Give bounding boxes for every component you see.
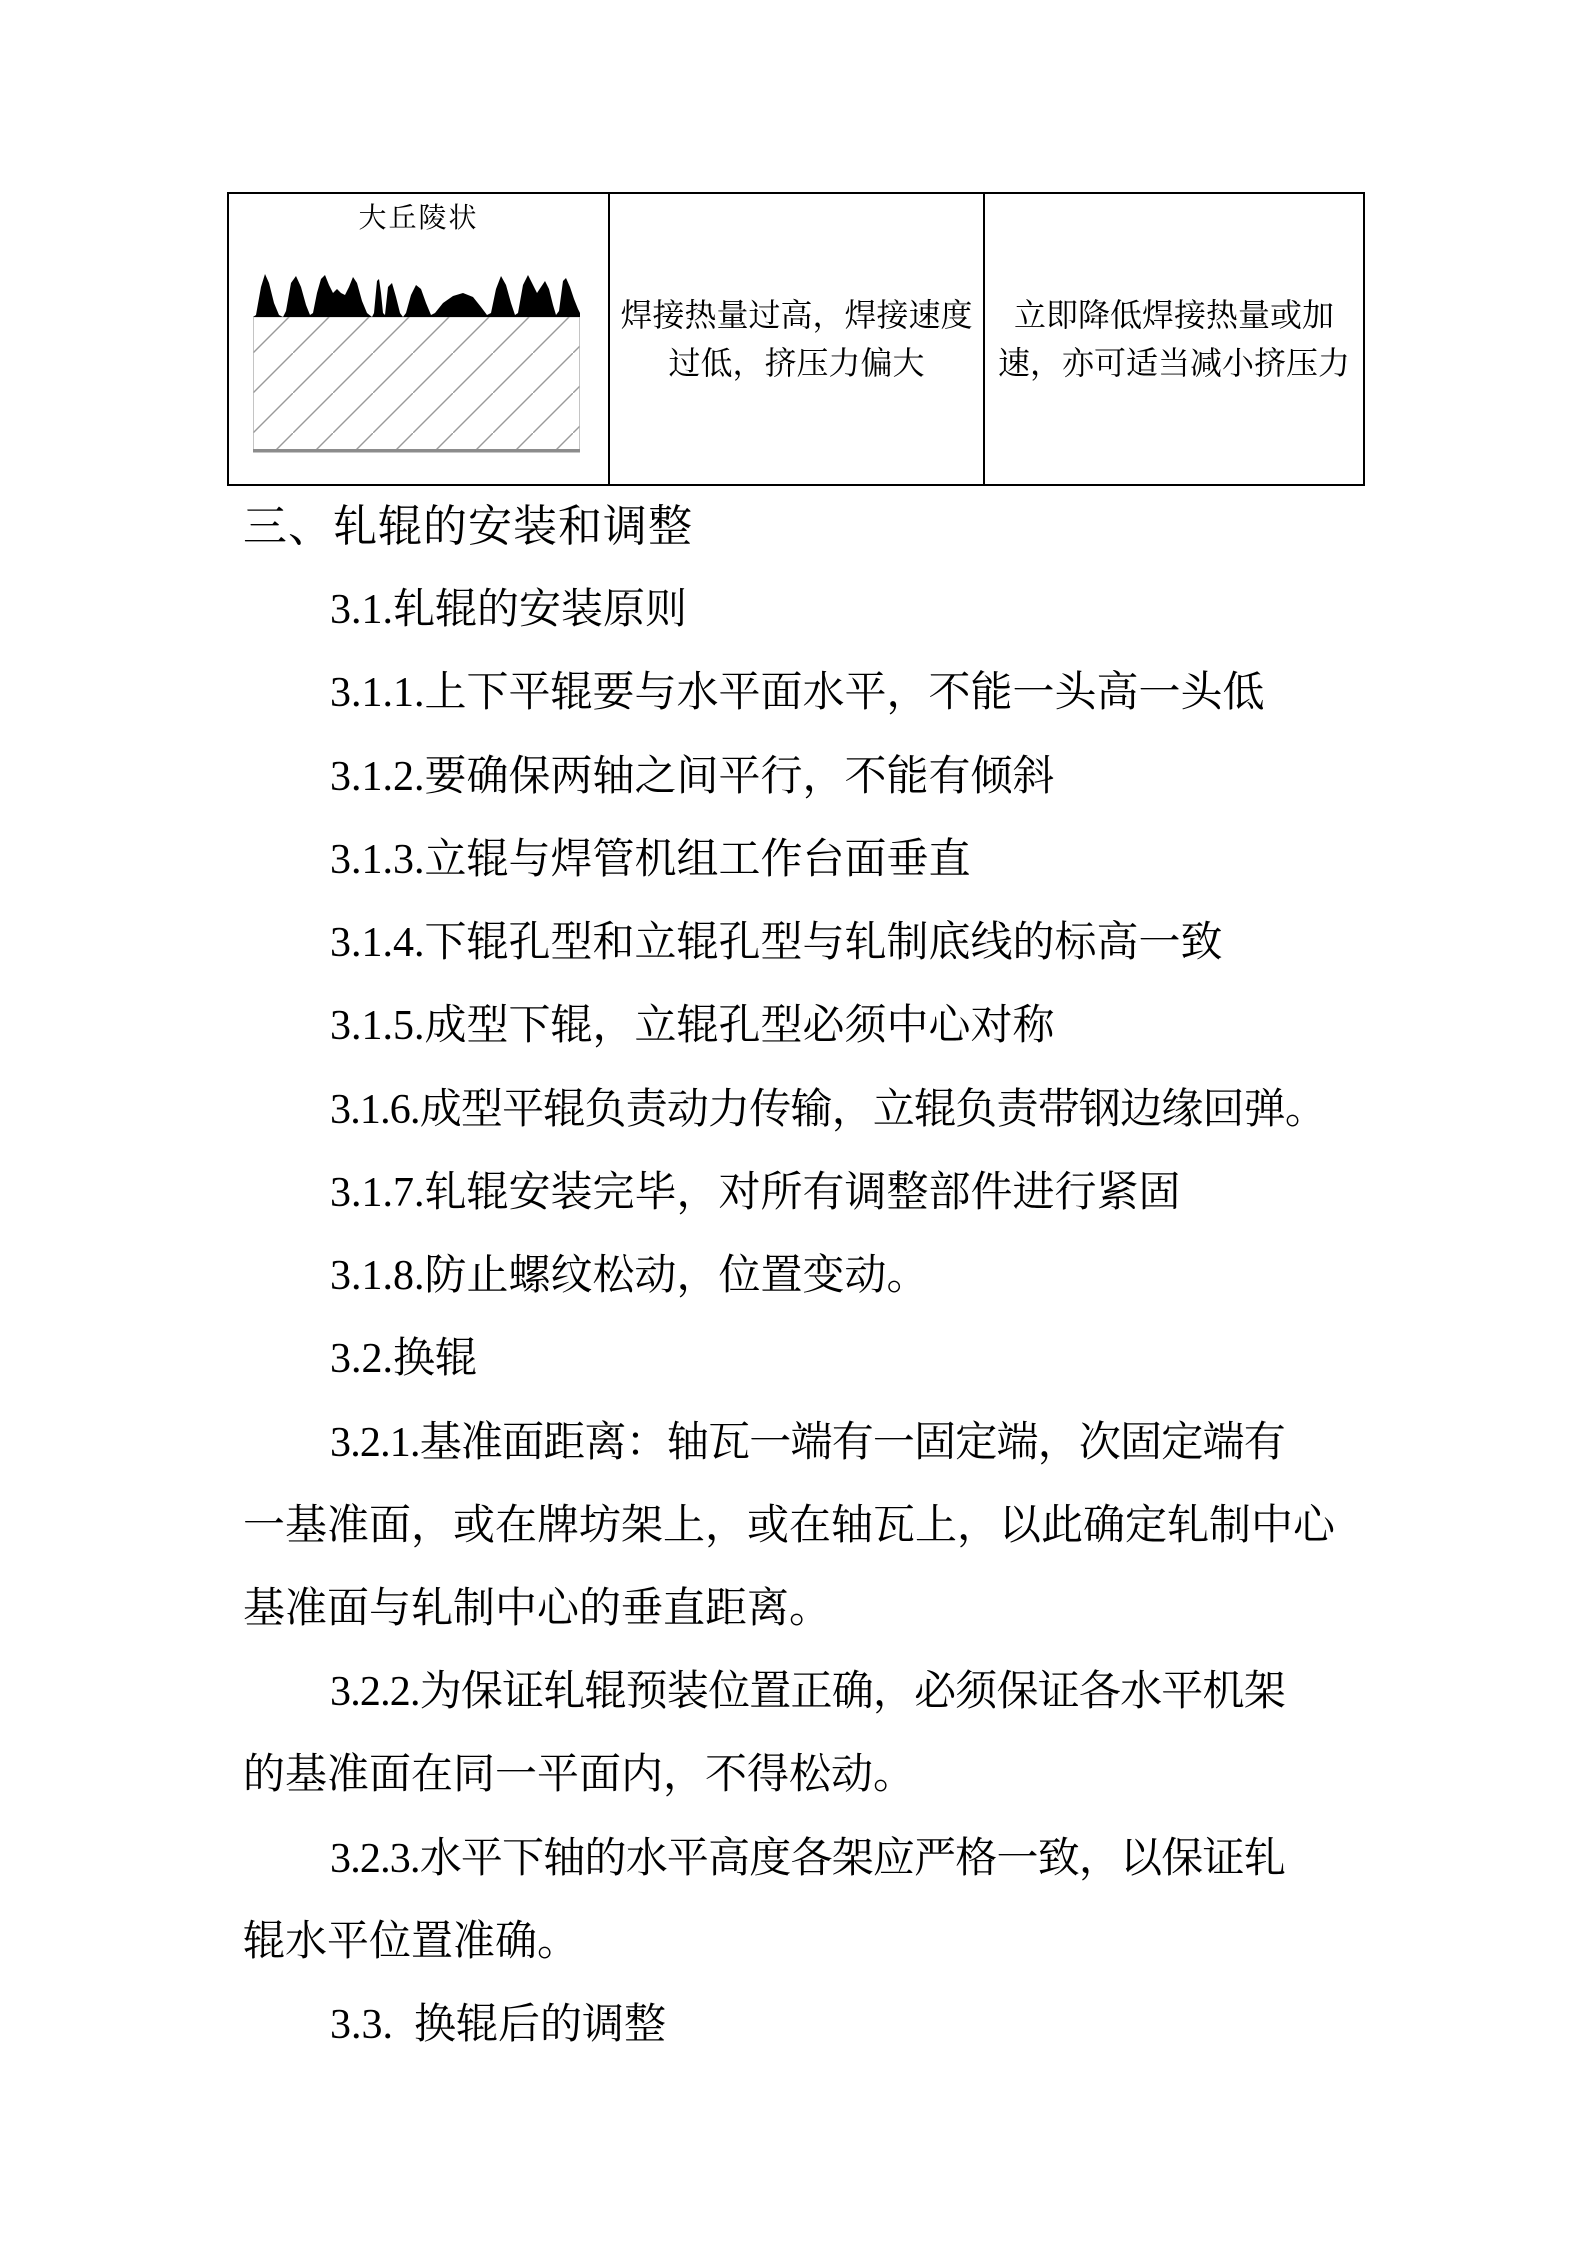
base-edge-line xyxy=(253,449,580,453)
body-line-3-2-1-cont: 一基准面，或在牌坊架上，或在轴瓦上，以此确定轧制中心 xyxy=(243,1503,1336,1549)
weld-bead-peaks xyxy=(253,274,580,317)
cause-line: 焊接热量过高，焊接速度 xyxy=(620,297,973,333)
body-line-3-2-1: 3.2.1.基准面距离：轴瓦一端有一固定端，次固定端有 xyxy=(330,1420,1285,1466)
body-line-3-1-7: 3.1.7.轧辊安装完毕，对所有调整部件进行紧固 xyxy=(330,1170,1181,1216)
body-line-3-1-8: 3.1.8.防止螺纹松动，位置变动。 xyxy=(330,1253,929,1299)
section-heading: 三、轧辊的安装和调整 xyxy=(243,502,693,551)
body-line-3-2-1-cont: 基准面与轧制中心的垂直距离。 xyxy=(243,1586,832,1632)
defect-cause-cell xyxy=(608,194,985,484)
body-line-3-1-2: 3.1.2.要确保两轴之间平行，不能有倾斜 xyxy=(330,754,1055,800)
body-line-3-1-3: 3.1.3.立辊与焊管机组工作台面垂直 xyxy=(330,837,971,883)
hilly-weld-bead-figure xyxy=(253,273,580,455)
remedy-line: 立即降低焊接热量或加 xyxy=(1013,297,1334,333)
body-line-3-2-3-cont: 辊水平位置准确。 xyxy=(243,1919,580,1965)
body-line-3-2-2: 3.2.2.为保证轧辊预装位置正确，必须保证各水平机架 xyxy=(330,1669,1285,1715)
body-line-3-1-4: 3.1.4.下辊孔型和立辊孔型与轧制底线的标高一致 xyxy=(330,920,1223,966)
body-line-3-1-1: 3.1.1.上下平辊要与水平面水平，不能一头高一头低 xyxy=(330,670,1265,716)
body-line-3-1-6: 3.1.6.成型平辊负责动力传输，立辊负责带钢边缘回弹。 xyxy=(330,1087,1327,1133)
body-line-3-2-2-cont: 的基准面在同一平面内，不得松动。 xyxy=(243,1752,916,1798)
body-line-3-3: 3.3. 换辊后的调整 xyxy=(330,2002,667,2048)
remedy-line: 速，亦可适当减小挤压力 xyxy=(997,345,1350,381)
body-line-3-1-5: 3.1.5.成型下辊，立辊孔型必须中心对称 xyxy=(330,1003,1055,1049)
defect-table xyxy=(227,192,1365,486)
defect-shape-cell xyxy=(229,194,608,484)
cause-line: 过低，挤压力偏大 xyxy=(668,345,925,381)
defect-remedy-cell xyxy=(985,194,1363,484)
body-line-3-1: 3.1.轧辊的安装原则 xyxy=(330,587,688,633)
defect-shape-label: 大丘陵状 xyxy=(358,203,479,234)
body-line-3-2-3: 3.2.3.水平下轴的水平高度各架应严格一致，以保证轧 xyxy=(330,1836,1285,1882)
body-line-3-2: 3.2.换辊 xyxy=(330,1336,478,1382)
